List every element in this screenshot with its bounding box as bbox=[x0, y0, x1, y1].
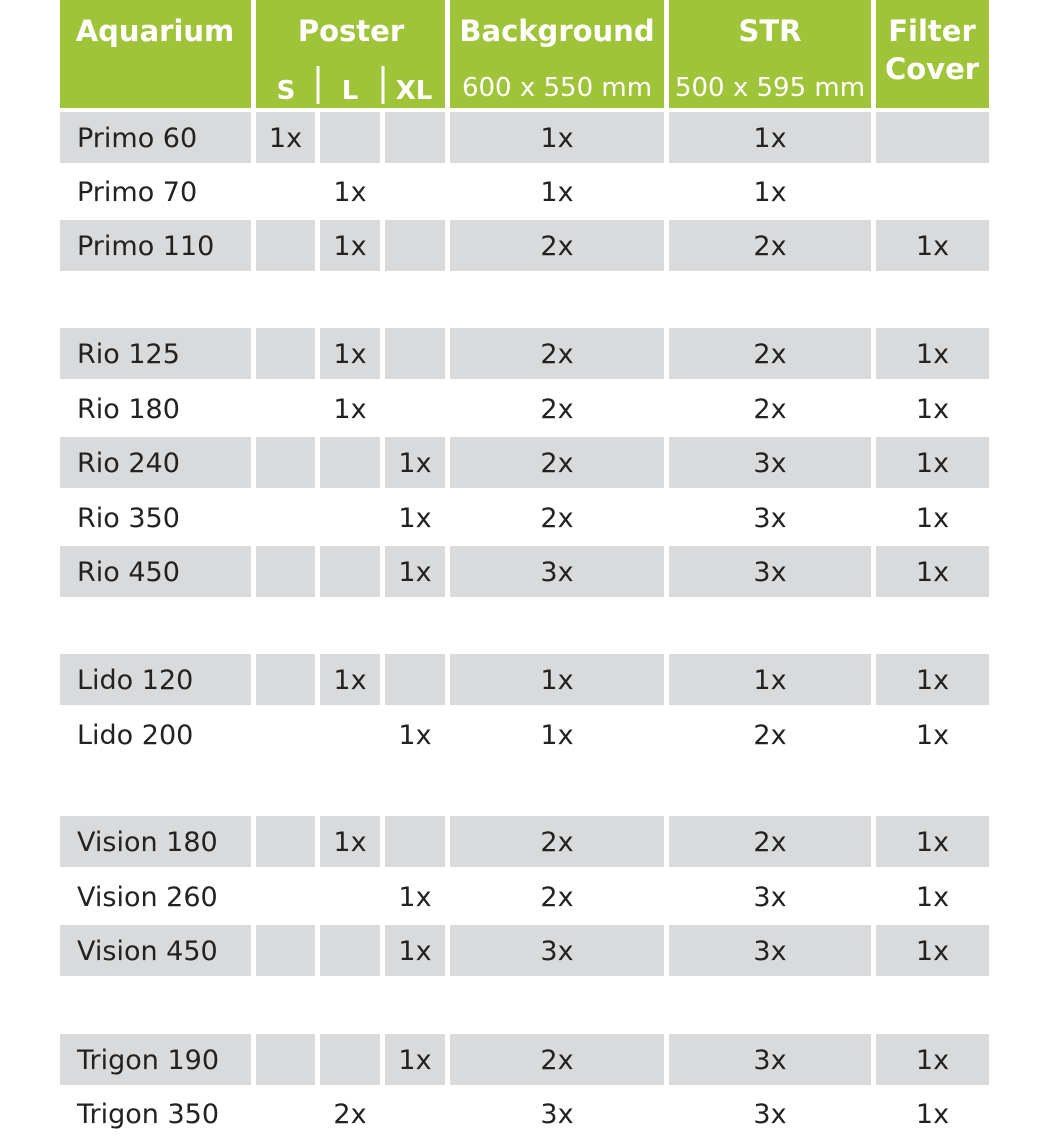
cell-l: 2x bbox=[333, 1099, 367, 1130]
cell-shade bbox=[256, 546, 315, 597]
cell-l: 1x bbox=[333, 231, 367, 262]
cell-shade bbox=[876, 112, 989, 163]
aquarium-name: Vision 450 bbox=[77, 936, 218, 967]
aquarium-name: Lido 120 bbox=[77, 665, 194, 696]
cell-bg: 1x bbox=[540, 720, 574, 751]
cell-bg: 2x bbox=[540, 394, 574, 425]
cell-shade bbox=[320, 1034, 380, 1085]
cell-str: 1x bbox=[753, 123, 787, 154]
aquarium-name: Trigon 190 bbox=[77, 1045, 220, 1076]
cell-shade bbox=[385, 328, 445, 379]
cell-filter: 1x bbox=[915, 1045, 950, 1076]
cell-xl: 1x bbox=[398, 557, 432, 588]
cell-shade bbox=[385, 112, 445, 163]
aquarium-name: Rio 125 bbox=[77, 339, 180, 370]
cell-shade bbox=[256, 654, 315, 705]
table-row bbox=[60, 112, 989, 163]
cell-bg: 3x bbox=[540, 557, 574, 588]
cell-str: 3x bbox=[753, 1099, 787, 1130]
cell-xl: 1x bbox=[398, 720, 432, 751]
cell-bg: 2x bbox=[540, 231, 574, 262]
header-str-size: 500 x 595 mm bbox=[674, 73, 866, 103]
cell-bg: 2x bbox=[540, 882, 574, 913]
cell-xl: 1x bbox=[398, 1045, 432, 1076]
table-row bbox=[60, 328, 989, 379]
cell-str: 3x bbox=[753, 882, 787, 913]
cell-str: 3x bbox=[753, 503, 787, 534]
aquarium-name: Lido 200 bbox=[77, 720, 194, 751]
cell-bg: 3x bbox=[540, 936, 574, 967]
cell-xl: 1x bbox=[398, 936, 432, 967]
cell-xl: 1x bbox=[398, 448, 432, 479]
table-body bbox=[60, 112, 989, 1130]
aquarium-name: Primo 110 bbox=[77, 231, 215, 262]
header-poster: Poster bbox=[297, 14, 405, 48]
cell-shade bbox=[320, 437, 380, 488]
table-row bbox=[60, 220, 989, 271]
cell-filter: 1x bbox=[915, 936, 950, 967]
table-row bbox=[60, 1034, 989, 1085]
cell-str: 2x bbox=[753, 720, 787, 751]
aquarium-name: Primo 70 bbox=[77, 177, 198, 208]
table-row bbox=[77, 394, 949, 425]
aquarium-name: Vision 180 bbox=[77, 827, 218, 858]
table-row bbox=[77, 882, 949, 913]
cell-str: 3x bbox=[753, 1045, 787, 1076]
cell-str: 1x bbox=[753, 665, 787, 696]
cell-shade bbox=[256, 437, 315, 488]
cell-bg: 1x bbox=[540, 665, 574, 696]
cell-shade bbox=[256, 1034, 315, 1085]
cell-shade bbox=[256, 328, 315, 379]
cell-bg: 1x bbox=[540, 123, 574, 154]
aquarium-name: Trigon 350 bbox=[77, 1099, 220, 1130]
cell-str: 2x bbox=[753, 394, 787, 425]
aquarium-name: Primo 60 bbox=[77, 123, 198, 154]
cell-bg: 2x bbox=[540, 448, 574, 479]
cell-filter: 1x bbox=[915, 557, 950, 588]
table-row bbox=[60, 925, 989, 976]
cell-shade bbox=[320, 546, 380, 597]
cell-l: 1x bbox=[333, 827, 367, 858]
header-background-size: 600 x 550 mm bbox=[461, 73, 653, 103]
cell-shade bbox=[385, 816, 445, 867]
aquarium-name: Rio 240 bbox=[77, 448, 180, 479]
cell-filter: 1x bbox=[915, 503, 950, 534]
header-filter-line1: Filter bbox=[888, 14, 976, 48]
cell-l: 1x bbox=[333, 177, 367, 208]
cell-shade bbox=[256, 816, 315, 867]
cell-filter: 1x bbox=[915, 720, 950, 751]
cell-shade bbox=[256, 925, 315, 976]
aquarium-name: Vision 260 bbox=[77, 882, 218, 913]
cell-xl: 1x bbox=[398, 882, 432, 913]
header-filter-line2: Cover bbox=[884, 52, 980, 86]
table-row bbox=[60, 654, 989, 705]
cell-l: 1x bbox=[333, 394, 367, 425]
cell-bg: 2x bbox=[540, 503, 574, 534]
cell-str: 2x bbox=[753, 339, 787, 370]
cell-shade bbox=[256, 220, 315, 271]
cell-shade bbox=[320, 112, 380, 163]
cell-filter: 1x bbox=[915, 665, 950, 696]
table-row bbox=[60, 437, 989, 488]
cell-str: 3x bbox=[753, 448, 787, 479]
cell-filter: 1x bbox=[915, 231, 950, 262]
header-poster-l: L bbox=[341, 76, 359, 106]
cell-bg: 1x bbox=[540, 177, 574, 208]
cell-xl: 1x bbox=[398, 503, 432, 534]
header-background: Background bbox=[459, 14, 655, 48]
table-row bbox=[60, 546, 989, 597]
cell-bg: 3x bbox=[540, 1099, 574, 1130]
header-aquarium: Aquarium bbox=[75, 14, 235, 48]
cell-filter: 1x bbox=[915, 394, 950, 425]
cell-l: 1x bbox=[333, 665, 367, 696]
table-row bbox=[60, 816, 989, 867]
table-header bbox=[60, 0, 989, 108]
cell-s: 1x bbox=[268, 123, 303, 154]
cell-str: 1x bbox=[753, 177, 787, 208]
table-row bbox=[76, 1099, 949, 1130]
header-poster-s: S bbox=[276, 76, 296, 106]
cell-shade bbox=[385, 220, 445, 271]
cell-str: 3x bbox=[753, 557, 787, 588]
cell-shade bbox=[385, 654, 445, 705]
cell-filter: 1x bbox=[915, 827, 950, 858]
cell-bg: 2x bbox=[540, 339, 574, 370]
cell-bg: 2x bbox=[540, 1045, 574, 1076]
cell-bg: 2x bbox=[540, 827, 574, 858]
table-row bbox=[77, 177, 787, 208]
cell-filter: 1x bbox=[915, 882, 950, 913]
header-poster-xl: XL bbox=[395, 76, 433, 106]
aquarium-name: Rio 180 bbox=[77, 394, 180, 425]
aquarium-name: Rio 450 bbox=[77, 557, 180, 588]
cell-filter: 1x bbox=[915, 448, 950, 479]
table-row bbox=[77, 503, 949, 534]
aquarium-name: Rio 350 bbox=[77, 503, 180, 534]
cell-str: 2x bbox=[753, 827, 787, 858]
cell-str: 3x bbox=[753, 936, 787, 967]
header-str: STR bbox=[738, 14, 802, 48]
cell-l: 1x bbox=[333, 339, 367, 370]
table-row bbox=[77, 720, 949, 751]
cell-str: 2x bbox=[753, 231, 787, 262]
cell-shade bbox=[320, 925, 380, 976]
cell-filter: 1x bbox=[915, 1099, 950, 1130]
cell-filter: 1x bbox=[915, 339, 950, 370]
